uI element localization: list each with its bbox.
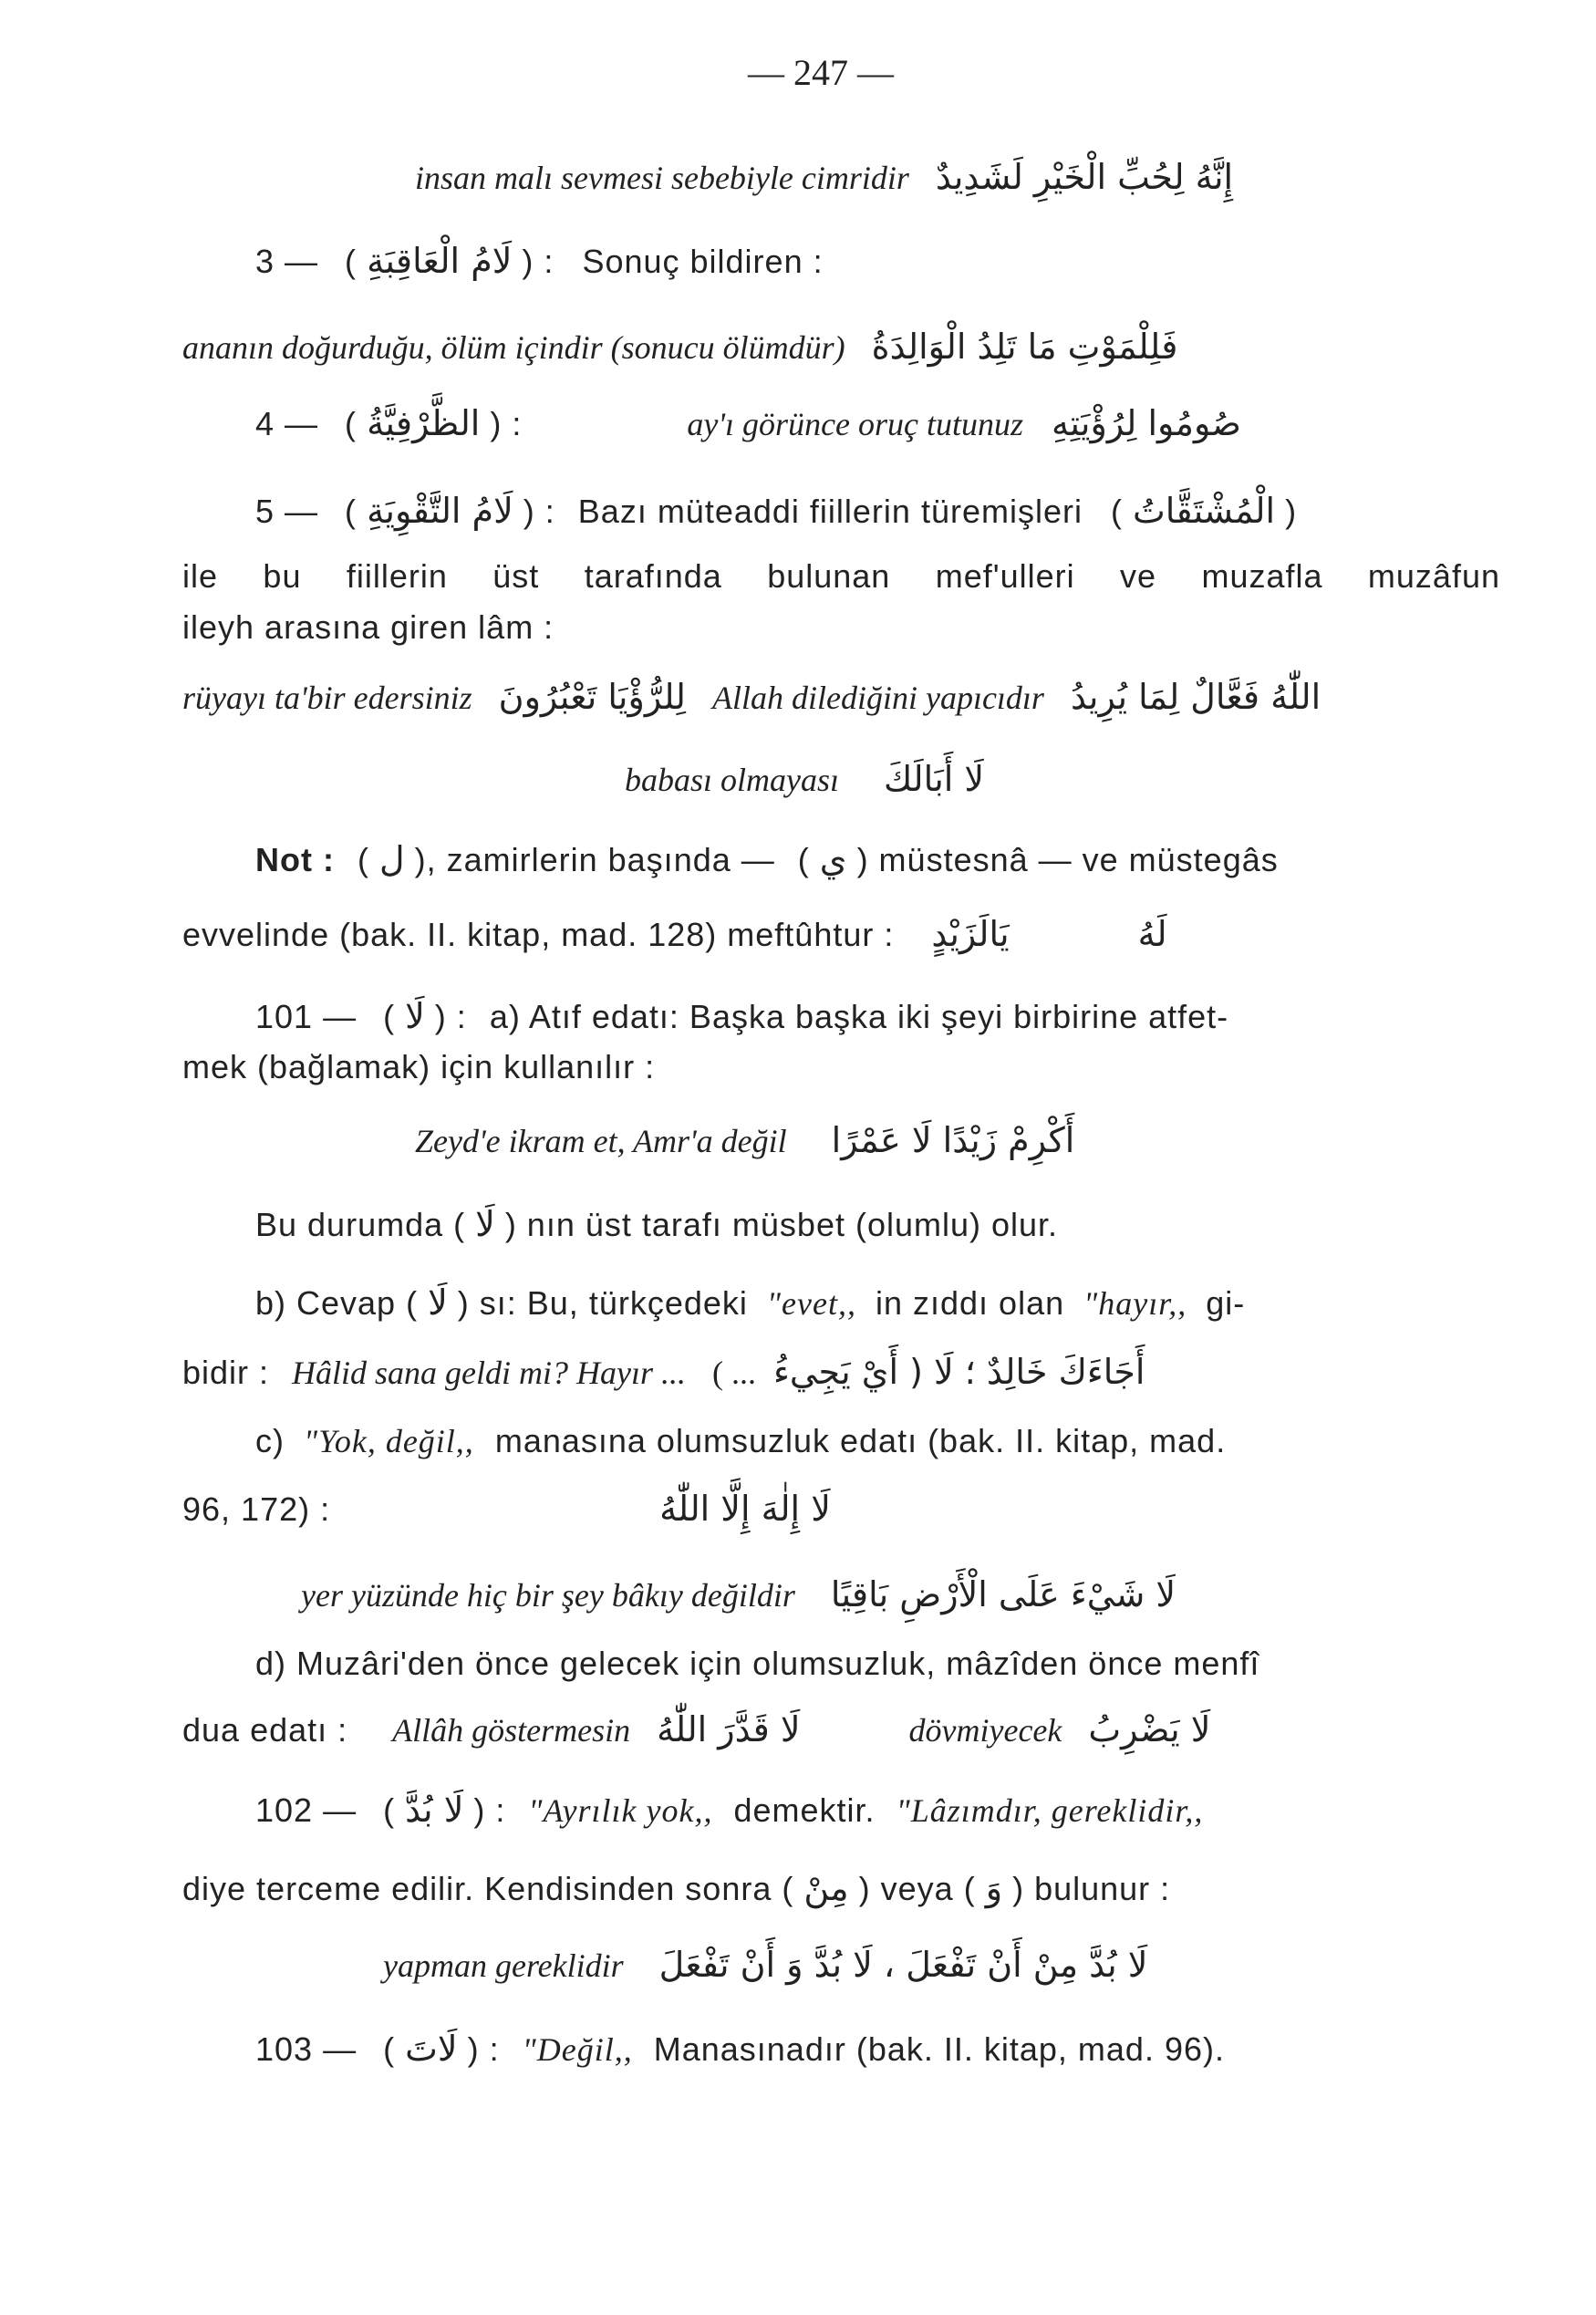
- note-text: ), zamirlerin başında —: [414, 841, 775, 878]
- arabic-text: لَا شَيْءَ عَلَى الْأَرْضِ بَاقِيًا: [830, 1574, 1176, 1614]
- example-line-1: [415, 155, 1233, 200]
- arabic-term: لَا: [475, 1204, 495, 1244]
- body-text: in zıddı olan: [875, 1284, 1065, 1322]
- body-line-19: [182, 1487, 831, 1531]
- body-text: Bu durumda (: [255, 1206, 466, 1243]
- arabic-term: لَا: [405, 996, 425, 1036]
- paren-open: ( ...: [712, 1355, 757, 1391]
- heading-101: [255, 994, 1228, 1039]
- example-line-22: [182, 1708, 1210, 1752]
- arabic-term: الْمُشْتَقَّاتُ: [1133, 491, 1276, 531]
- arabic-text: يَالَزَيْدٍ: [931, 914, 1010, 954]
- item-number: 102 —: [255, 1791, 358, 1829]
- quoted-word: "Ayrılık yok,,: [528, 1792, 713, 1829]
- body-text: b) Cevap (: [255, 1284, 419, 1322]
- arabic-text: لَهُ: [1137, 914, 1167, 954]
- body-line-15: [255, 1202, 1058, 1247]
- arabic-text: لَا إِلٰهَ إِلَّا اللّٰهُ: [659, 1489, 831, 1529]
- paren-open: (: [383, 998, 396, 1035]
- example-line-17: [182, 1350, 1145, 1395]
- arabic-term: لَا: [428, 1282, 448, 1323]
- turkish-translation: dövmiyecek: [908, 1712, 1062, 1749]
- heading-5-takviye: [255, 489, 1297, 534]
- turkish-translation: Zeyd'e ikram et, Amr'a değil: [415, 1123, 787, 1159]
- item-number: 103 —: [255, 2030, 358, 2068]
- turkish-translation: yer yüzünde hiç bir şey bâkıy değildir: [301, 1577, 795, 1614]
- arabic-term: مِنْ: [803, 1868, 849, 1908]
- body-line-16: [255, 1281, 1245, 1325]
- arabic-text: صُومُوا لِرُؤْيَتِهِ: [1052, 403, 1241, 443]
- arabic-text: لِلرُّؤْيَا تَعْبُرُونَ: [498, 677, 686, 717]
- paren-open: (: [383, 1791, 396, 1829]
- body-line-21: d) Muzâri'den önce gelecek için olumsuzluk, mâzîden önce menfî: [255, 1645, 1260, 1682]
- item-number: 3 —: [255, 243, 319, 280]
- example-line-20: [301, 1573, 1176, 1617]
- example-line-25: [383, 1943, 1147, 1988]
- arabic-text: أَجَاءَكَ خَالِدٌ ؛ لَا ( أَيْ يَجِيءُ: [773, 1352, 1145, 1392]
- arabic-text: أَكْرِمْ زَيْدًا لَا عَمْرًا: [831, 1120, 1075, 1160]
- heading-3-lam-akibe: [255, 239, 824, 284]
- body-text: 96, 172) :: [182, 1490, 331, 1528]
- turkish-translation: babası olmayası: [625, 762, 840, 798]
- paren-close: ): [1285, 493, 1298, 530]
- item-number: 4 —: [255, 405, 319, 442]
- arabic-term: لَامُ الْعَاقِبَةِ: [367, 241, 513, 281]
- body-text: Manasınadır (bak. II. kitap, mad. 96).: [653, 2030, 1225, 2068]
- definition-text: Sonuç bildiren :: [582, 243, 824, 280]
- example-line-9: [625, 757, 984, 802]
- body-text: c): [255, 1422, 285, 1459]
- page-number: — 247 —: [748, 52, 894, 93]
- arabic-term: الظَّرْفِيَّةُ: [367, 403, 481, 443]
- note-label: Not :: [255, 841, 335, 878]
- item-number: 101 —: [255, 998, 358, 1035]
- arabic-letter: ي: [819, 839, 847, 879]
- body-text: ) nın üst tarafı müsbet (olumlu) olur.: [504, 1206, 1059, 1243]
- turkish-translation: insan malı sevmesi sebebiyle cimridir: [415, 160, 909, 196]
- quoted-word: "hayır,,: [1083, 1285, 1187, 1322]
- body-text: diye terceme edilir. Kendisinden sonra (: [182, 1870, 794, 1907]
- arabic-text: إِنَّهُ لِحُبِّ الْخَيْرِ لَشَدِيدٌ: [935, 157, 1234, 197]
- heading-4-zarfiyye: [255, 401, 1241, 446]
- turkish-translation: Allâh göstermesin: [392, 1712, 631, 1749]
- paren-open: (: [1110, 493, 1123, 530]
- body-text: manasına olumsuzluk edatı (bak. II. kitap, mad.: [494, 1422, 1227, 1459]
- turkish-translation: Hâlid sana geldi mi? Hayır ...: [292, 1355, 687, 1391]
- arabic-text: لَا أَبَالَكَ: [884, 759, 985, 799]
- body-line-11: [182, 912, 1167, 957]
- paren-close: ) :: [434, 998, 467, 1035]
- arabic-letter: ل: [379, 839, 405, 879]
- body-text: demektir.: [733, 1791, 876, 1829]
- turkish-translation: ananın doğurduğu, ölüm içindir (sonucu ölümdür): [182, 329, 845, 366]
- body-line-18: [255, 1419, 1226, 1463]
- body-text: dua edatı :: [182, 1711, 348, 1749]
- paren-open: (: [383, 2030, 396, 2068]
- heading-102: [255, 1788, 1203, 1832]
- turkish-translation: yapman gereklidir: [383, 1947, 624, 1984]
- note-text: ) müstesnâ — ve müstegâs: [856, 841, 1279, 878]
- body-text: bidir :: [182, 1354, 270, 1391]
- body-text: ) bulunur :: [1012, 1870, 1171, 1907]
- quoted-word: "Değil,,: [522, 2031, 633, 2068]
- arabic-text: فَلِلْمَوْتِ مَا تَلِدُ الْوَالِدَةُ: [871, 327, 1178, 367]
- turkish-translation: rüyayı ta'bir edersiniz: [182, 680, 472, 716]
- paren-open: (: [345, 493, 358, 530]
- quoted-word: "Yok, değil,,: [304, 1423, 474, 1459]
- paren-open: (: [797, 841, 810, 878]
- arabic-text: لَا يَضْرِبُ: [1088, 1709, 1211, 1749]
- arabic-text: لَا قَدَّرَ اللّٰهُ: [657, 1709, 801, 1749]
- paren-close: ) :: [490, 405, 523, 442]
- body-line-7: ileyh arasına giren lâm :: [182, 608, 554, 646]
- paren-close: ) :: [523, 493, 555, 530]
- example-line-8: [182, 675, 1321, 720]
- body-line-13: mek (bağlamak) için kullanılır :: [182, 1048, 656, 1085]
- arabic-term: لَامُ التَّقْوِيَةِ: [367, 491, 513, 531]
- body-text: ) sı: Bu, türkçedeki: [457, 1284, 748, 1322]
- paren-close: ) :: [522, 243, 554, 280]
- example-line-14: [415, 1118, 1074, 1163]
- item-number: 5 —: [255, 493, 319, 530]
- paren-close: ) :: [467, 2030, 500, 2068]
- turkish-translation: Allah dilediğini yapıcıdır: [711, 680, 1044, 716]
- note-line: [255, 837, 1279, 882]
- body-line-6: ile bu fiillerin üst tarafında bulunan mef'ulleri ve muzafla muzâfun: [182, 557, 1500, 595]
- paren-close: ) :: [473, 1791, 506, 1829]
- quoted-word: "evet,,: [766, 1285, 856, 1322]
- arabic-text: لَا بُدَّ مِنْ أَنْ تَفْعَلَ ، لَا بُدَّ وَ أَنْ تَفْعَلَ: [658, 1945, 1148, 1985]
- body-text: gi-: [1206, 1284, 1246, 1322]
- heading-103: [255, 2027, 1225, 2071]
- arabic-term: وَ: [985, 1868, 1003, 1908]
- definition-text: a) Atıf edatı: Başka başka iki şeyi birbirine atfet-: [489, 998, 1229, 1035]
- body-text: evvelinde (bak. II. kitap, mad. 128) meftûhtur :: [182, 916, 895, 953]
- paren-open: (: [345, 243, 358, 280]
- arabic-term: لَا بُدَّ: [405, 1790, 464, 1830]
- definition-text: Bazı müteaddi fiillerin türemişleri: [577, 493, 1083, 530]
- paren-open: (: [345, 405, 358, 442]
- turkish-translation: ay'ı görünce oruç tutunuz: [687, 406, 1024, 442]
- example-line-3: [182, 325, 1177, 369]
- body-text: ) veya (: [858, 1870, 976, 1907]
- arabic-term: لَاتَ: [405, 2029, 458, 2069]
- arabic-text: اللّٰهُ فَعَّالٌ لِمَا يُرِيدُ: [1070, 677, 1321, 717]
- paren-open: (: [357, 841, 369, 878]
- quoted-word: "Lâzımdır, gereklidir,,: [896, 1792, 1204, 1829]
- body-line-24: [182, 1866, 1170, 1911]
